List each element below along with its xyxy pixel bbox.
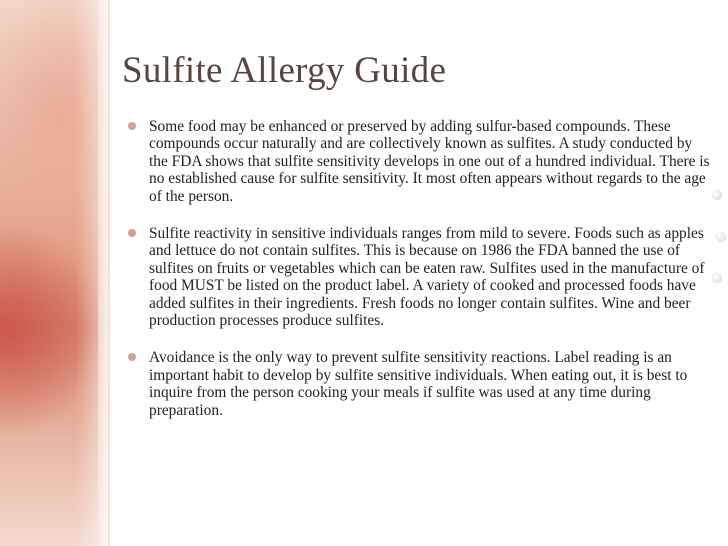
- decorative-photo: [0, 0, 108, 546]
- bullet-dot-icon: [128, 353, 136, 361]
- accent-divider: [108, 0, 110, 546]
- bullet-dot-icon: [128, 229, 136, 237]
- photo-fade: [98, 0, 116, 546]
- bullet-text: Sulfite reactivity in sensitive individuals ranges from mild to severe. Foods such as apples and lettuce do not contain sulfites. This is because on 1986 the FDA banned the use of sulfites on fruits or vegetables which can be eaten raw. Sulfites used in the manufacture of food MUST be listed on the product label. A variety of cooked and processed foods have added sulfites in their ingredients. Fresh foods no longer contain sulfites. Wine and beer production processes produce sulfites.: [149, 225, 705, 330]
- bullet-text: Some food may be enhanced or preserved by adding sulfur-based compounds. These compounds occur naturally and are collectively known as sulfites. A study conducted by the FDA shows that sulfite sensitivity develops in one out of a hundred individual. There is no established cause for sulfite sensitivity. It most often appears without regards to the age of the person.: [149, 118, 710, 205]
- bullet-item: [128, 225, 713, 329]
- pearl-decoration: [712, 190, 722, 200]
- pearl-decoration: [712, 273, 722, 283]
- bullet-list: [128, 118, 713, 439]
- bullet-item: [128, 349, 713, 419]
- bullet-dot-icon: [128, 122, 136, 130]
- pearl-decoration: [716, 232, 726, 242]
- slide-title: Sulfite Allergy Guide: [122, 50, 447, 91]
- bullet-item: [128, 118, 713, 205]
- bullet-text: Avoidance is the only way to prevent sulfite sensitivity reactions. Label reading is an important habit to develop by sulfite sensitive individuals. When eating out, it is best to inquire from the person cooking your meals if sulfite was used at any time during preparation.: [149, 349, 688, 419]
